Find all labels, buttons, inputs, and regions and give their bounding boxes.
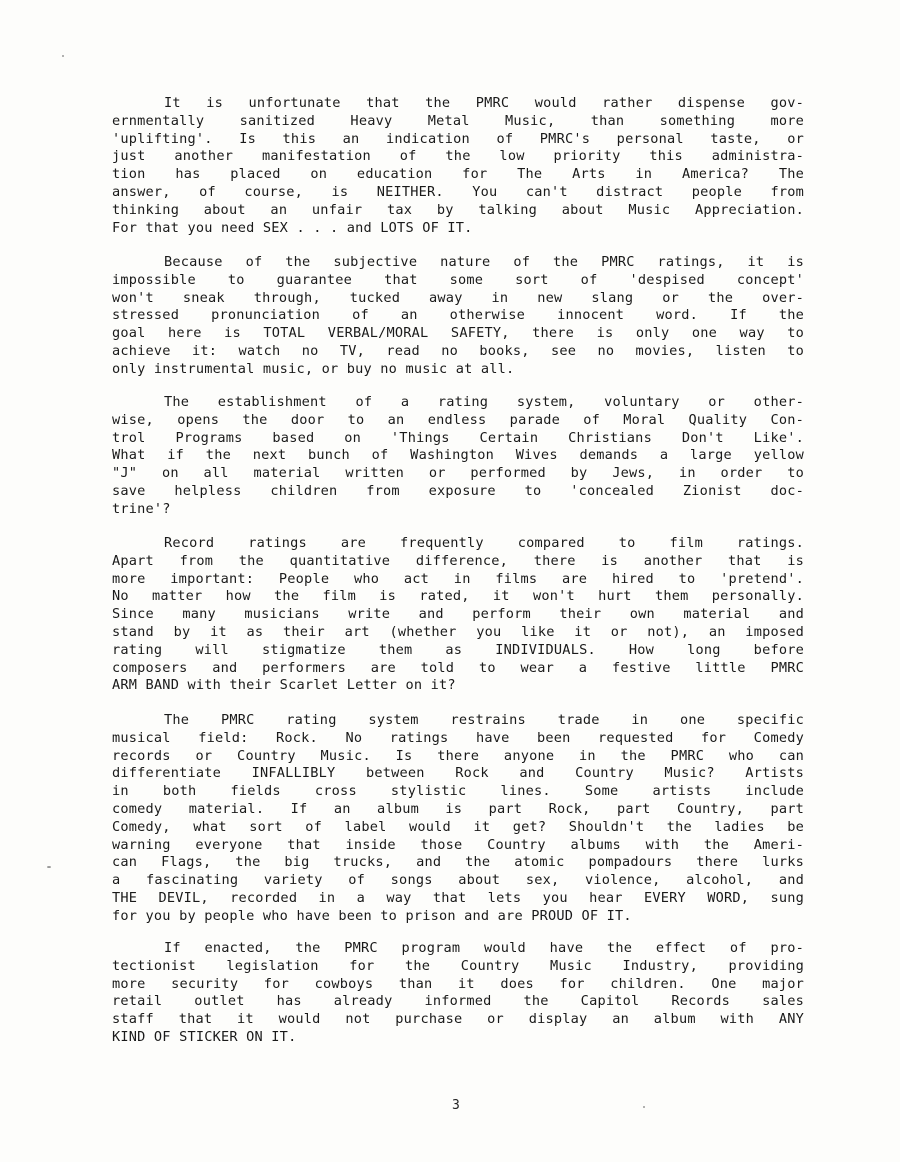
paragraph-line: KIND OF STICKER ON IT.: [112, 1028, 297, 1045]
paragraph-line: Because of the subjective nature of the PMRC ratings, it is: [164, 254, 804, 270]
paragraph-line: for you by people who have been to prison and are PROUD OF IT.: [112, 907, 632, 924]
paragraph-4: [112, 535, 804, 695]
paragraph-line: just another manifestation of the low priority this administra-: [112, 148, 804, 165]
paragraph-line: comedy material. If an album is part Rock, part Country, part: [112, 800, 804, 817]
paragraph-line: No matter how the film is rated, it won't hurt them personally.: [112, 588, 804, 605]
paragraph-line: For that you need SEX . . . and LOTS OF IT.: [112, 219, 473, 236]
paragraph-2: [112, 254, 804, 379]
paragraph-line: achieve it: watch no TV, read no books, see no movies, listen to: [112, 342, 804, 359]
paragraph-line: in both fields cross stylistic lines. Some artists include: [112, 783, 804, 800]
paragraph-line: Record ratings are frequently compared to film ratings.: [164, 535, 804, 551]
paragraph-line: a fascinating variety of songs about sex, violence, alcohol, and: [112, 872, 804, 889]
paragraph-line: differentiate INFALLIBLY between Rock and Country Music? Artists: [112, 765, 804, 782]
paragraph-line: tion has placed on education for The Arts in America? The: [112, 166, 804, 183]
paragraph-line: impossible to guarantee that some sort of 'despised concept': [112, 271, 804, 288]
paragraph-1: [112, 95, 804, 237]
paragraph-line: If enacted, the PMRC program would have the effect of pro-: [164, 940, 804, 956]
paragraph-line: The establishment of a rating system, voluntary or other-: [164, 394, 804, 410]
paragraph-line: retail outlet has already informed the Capitol Records sales: [112, 993, 804, 1010]
paper-speck: [643, 1106, 645, 1108]
paragraph-line: staff that it would not purchase or display an album with ANY: [112, 1011, 804, 1028]
paragraph-line: ernmentally sanitized Heavy Metal Music, than something more: [112, 112, 804, 129]
paper-speck: [62, 55, 64, 57]
paper-speck: [47, 866, 51, 868]
paragraph-line: more important: People who act in films are hired to 'pretend'.: [112, 570, 804, 587]
paragraph-line: Comedy, what sort of label would it get? Shouldn't the ladies be: [112, 818, 804, 835]
paragraph-line: goal here is TOTAL VERBAL/MORAL SAFETY, there is only one way to: [112, 325, 804, 342]
paragraph-line: stand by it as their art (whether you like it or not), an imposed: [112, 623, 804, 640]
paragraph-line: The PMRC rating system restrains trade in one specific: [164, 712, 804, 728]
paragraph-line: THE DEVIL, recorded in a way that lets you hear EVERY WORD, sung: [112, 889, 804, 906]
paragraph-line: save helpless children from exposure to 'concealed Zionist doc-: [112, 482, 804, 499]
paragraph-line: stressed pronunciation of an otherwise innocent word. If the: [112, 307, 804, 324]
paragraph-line: Since many musicians write and perform their own material and: [112, 606, 804, 623]
paragraph-line: can Flags, the big trucks, and the atomic pompadours there lurks: [112, 854, 804, 871]
paragraph-line: rating will stigmatize them as INDIVIDUALS. How long before: [112, 641, 804, 658]
paragraph-line: composers and performers are told to wear a festive little PMRC: [112, 659, 804, 676]
paragraph-line: wise, opens the door to an endless parade of Moral Quality Con-: [112, 411, 804, 428]
paragraph-6: [112, 940, 804, 1047]
paragraph-line: warning everyone that inside those Country albums with the Ameri-: [112, 836, 804, 853]
paragraph-line: Apart from the quantitative difference, there is another that is: [112, 552, 804, 569]
paragraph-line: 'uplifting'. Is this an indication of PMRC's personal taste, or: [112, 130, 804, 147]
paragraph-line: ARM BAND with their Scarlet Letter on it?: [112, 677, 456, 694]
paragraph-line: more security for cowboys than it does for children. One major: [112, 975, 804, 992]
paragraph-line: trol Programs based on 'Things Certain Christians Don't Like'.: [112, 429, 804, 446]
paragraph-line: "J" on all material written or performed by Jews, in order to: [112, 465, 804, 482]
paragraph-line: only instrumental music, or buy no music at all.: [112, 360, 515, 377]
page-number: 3: [452, 1098, 460, 1113]
paragraph-line: musical field: Rock. No ratings have been requested for Comedy: [112, 729, 804, 746]
paragraph-line: It is unfortunate that the PMRC would rather dispense gov-: [164, 95, 804, 111]
paragraph-3: [112, 394, 804, 519]
paragraph-line: answer, of course, is NEITHER. You can't distract people from: [112, 183, 804, 200]
paragraph-line: thinking about an unfair tax by talking about Music Appreciation.: [112, 201, 804, 218]
paragraph-line: What if the next bunch of Washington Wives demands a large yellow: [112, 447, 804, 464]
paragraph-line: trine'?: [112, 500, 171, 517]
paragraph-line: records or Country Music. Is there anyone in the PMRC who can: [112, 747, 804, 764]
paragraph-5: [112, 712, 804, 926]
paragraph-line: tectionist legislation for the Country Music Industry, providing: [112, 957, 804, 974]
paragraph-line: won't sneak through, tucked away in new slang or the over-: [112, 289, 804, 306]
